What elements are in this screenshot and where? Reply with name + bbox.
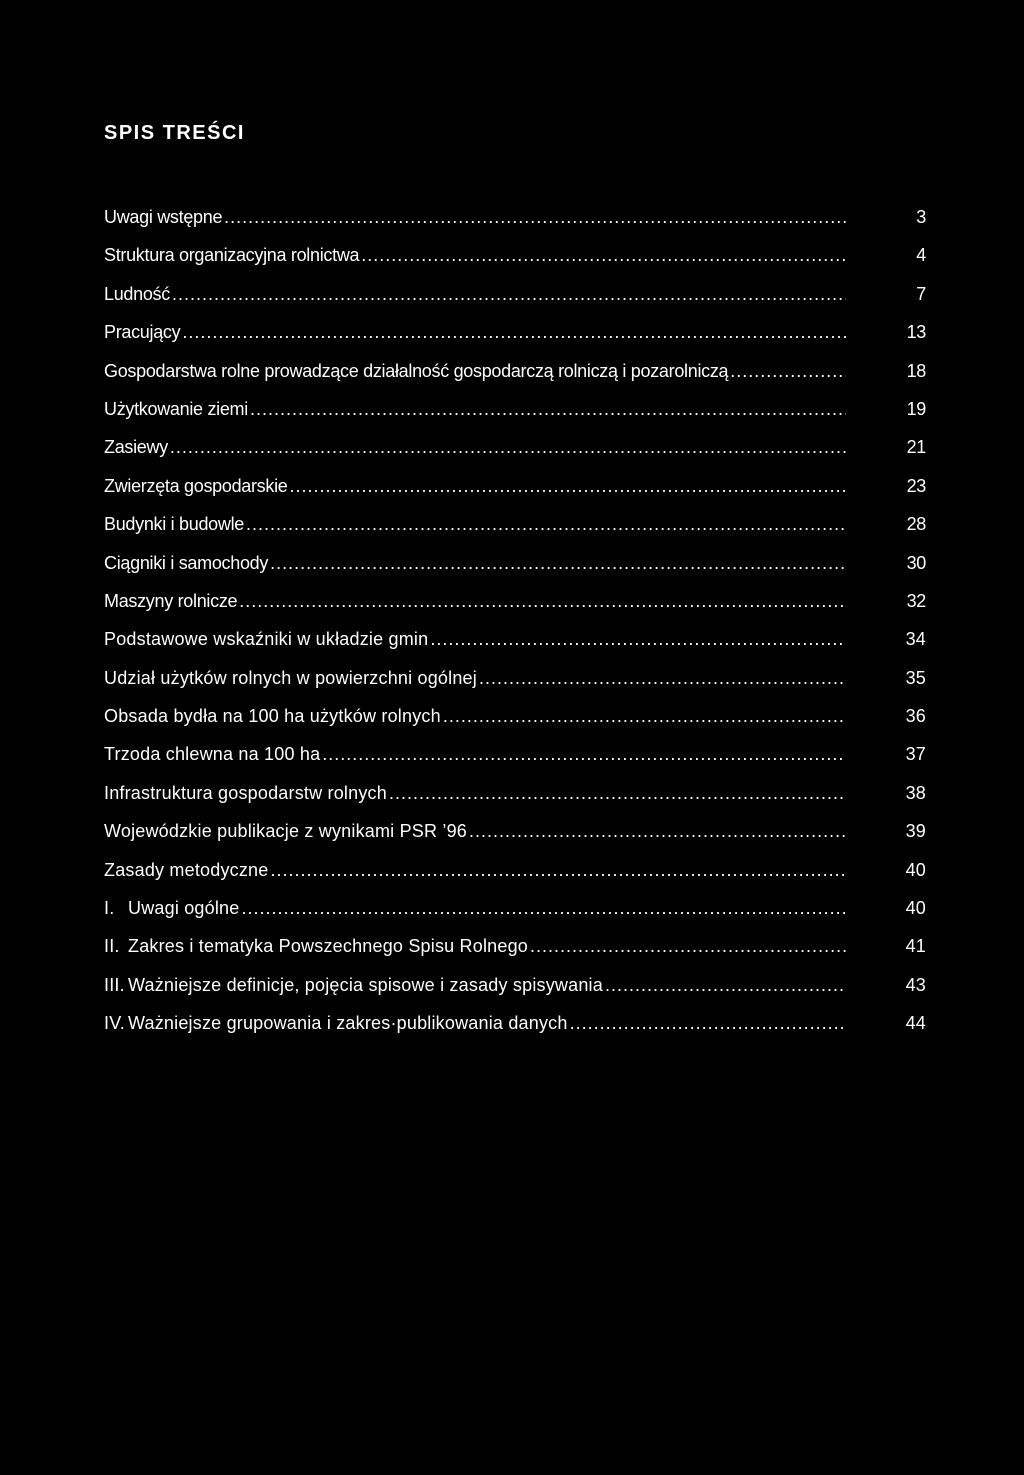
toc-entry — [104, 620, 926, 658]
toc-entry — [104, 927, 926, 965]
toc-entry-number: II. — [104, 936, 120, 957]
toc-leader-dots — [570, 1004, 846, 1042]
toc-entry-page: 18 — [906, 360, 926, 381]
toc-entry — [104, 352, 926, 390]
toc-entry-label: Zasiewy — [104, 437, 168, 458]
toc-entry-label: Ludność — [104, 283, 170, 304]
toc-entry-page: 41 — [905, 936, 926, 957]
toc-entry-label: Ciągniki i samochody — [104, 552, 269, 573]
toc-entry-label: Struktura organizacyjna rolnictwa — [104, 245, 360, 266]
toc-leader-dots — [730, 352, 846, 390]
toc-entry-page: 13 — [906, 322, 926, 343]
toc-entry-page: 35 — [905, 667, 926, 688]
toc-entry — [104, 467, 926, 505]
toc-entry — [104, 774, 926, 812]
toc-leader-dots — [270, 544, 846, 582]
toc-entry — [104, 236, 926, 274]
toc-entry — [104, 889, 926, 927]
toc-entry-page: 39 — [905, 821, 926, 842]
toc-entry-label: Udział użytków rolnych w powierzchni ogólnej — [104, 667, 477, 688]
toc-leader-dots — [246, 505, 846, 543]
toc-entry-page: 40 — [905, 898, 926, 919]
toc-entry-page: 44 — [905, 1013, 926, 1034]
toc-leader-dots — [389, 774, 846, 812]
toc-leader-dots — [479, 659, 846, 697]
toc-entry-label: Trzoda chlewna na 100 ha — [104, 744, 321, 765]
toc-entry — [104, 582, 926, 620]
toc-entry-number: IV. — [104, 1013, 125, 1034]
toc-entry-page: 30 — [906, 552, 926, 573]
toc-leader-dots — [182, 313, 846, 351]
toc-entry — [104, 697, 926, 735]
toc-entry — [104, 505, 926, 543]
toc-entry-label: Zakres i tematyka Powszechnego Spisu Rolnego — [128, 936, 529, 957]
toc-entry-label: Pracujący — [104, 322, 181, 343]
toc-entry-number: I. — [104, 898, 115, 919]
toc-leader-dots — [224, 198, 846, 236]
toc-entry-label: Gospodarstwa rolne prowadzące działalność gospodarczą rolniczą i pozarolniczą — [104, 360, 729, 381]
toc-leader-dots — [172, 275, 846, 313]
toc-entry — [104, 544, 926, 582]
toc-entry-label: Ważniejsze definicje, pojęcia spisowe i zasady spisywania — [128, 974, 603, 995]
toc-leader-dots — [322, 735, 846, 773]
toc-leader-dots — [270, 851, 846, 889]
toc-entry — [104, 428, 926, 466]
toc-entry-page: 40 — [905, 859, 926, 880]
toc-leader-dots — [170, 428, 846, 466]
toc-entry-label: Obsada bydła na 100 ha użytków rolnych — [104, 706, 441, 727]
toc-entry — [104, 735, 926, 773]
toc-entry-page: 3 — [916, 207, 926, 227]
toc-leader-dots — [361, 236, 846, 274]
toc-entry-label: Maszyny rolnicze — [104, 590, 238, 611]
toc-entry-page: 23 — [906, 475, 926, 496]
toc-leader-dots — [430, 620, 846, 658]
toc-entry-page: 37 — [905, 744, 926, 765]
toc-entry — [104, 812, 926, 850]
toc-entry-page: 34 — [905, 629, 926, 650]
toc-entry-page: 7 — [916, 283, 926, 304]
toc-entry — [104, 198, 926, 236]
toc-entry-label: Zasady metodyczne — [104, 859, 269, 880]
toc-leader-dots — [530, 927, 846, 965]
toc-entry — [104, 313, 926, 351]
toc-entry — [104, 966, 926, 1004]
toc-entry-page: 32 — [906, 590, 926, 611]
toc-entry-label: Infrastruktura gospodarstw rolnych — [104, 782, 387, 803]
toc-entry-number: III. — [104, 974, 125, 995]
toc-entry-label: Podstawowe wskaźniki w układzie gmin — [104, 629, 429, 650]
page-title: SPIS TREŚCI — [104, 122, 245, 144]
toc-leader-dots — [250, 390, 846, 428]
toc-entry-page: 19 — [906, 398, 926, 419]
toc-entry-label: Uwagi wstępne — [104, 207, 223, 227]
toc-leader-dots — [290, 467, 847, 505]
toc-leader-dots — [241, 889, 846, 927]
toc-leader-dots — [443, 697, 846, 735]
toc-entry-page: 4 — [916, 245, 926, 266]
toc-entry-page: 21 — [906, 437, 926, 458]
toc-entry-page: 28 — [906, 514, 926, 535]
toc-leader-dots — [605, 966, 846, 1004]
toc-entry-page: 36 — [905, 706, 926, 727]
toc-entry-label: Użytkowanie ziemi — [104, 398, 248, 419]
toc-entry — [104, 275, 926, 313]
toc-entry-label: Wojewódzkie publikacje z wynikami PSR ’96 — [104, 821, 468, 842]
toc-leader-dots — [239, 582, 846, 620]
toc-entry-label: Ważniejsze grupowania i zakres·publikowania danych — [128, 1013, 568, 1034]
toc-list — [104, 198, 926, 1043]
toc-entry — [104, 1004, 926, 1042]
toc-entry-label: Uwagi ogólne — [128, 898, 240, 919]
toc-entry — [104, 659, 926, 697]
toc-entry-label: Zwierzęta gospodarskie — [104, 475, 288, 496]
toc-entry — [104, 390, 926, 428]
toc-entry — [104, 851, 926, 889]
toc-entry-label: Budynki i budowle — [104, 514, 244, 535]
toc-leader-dots — [469, 812, 846, 850]
toc-entry-page: 38 — [905, 782, 926, 803]
toc-entry-page: 43 — [905, 974, 926, 995]
